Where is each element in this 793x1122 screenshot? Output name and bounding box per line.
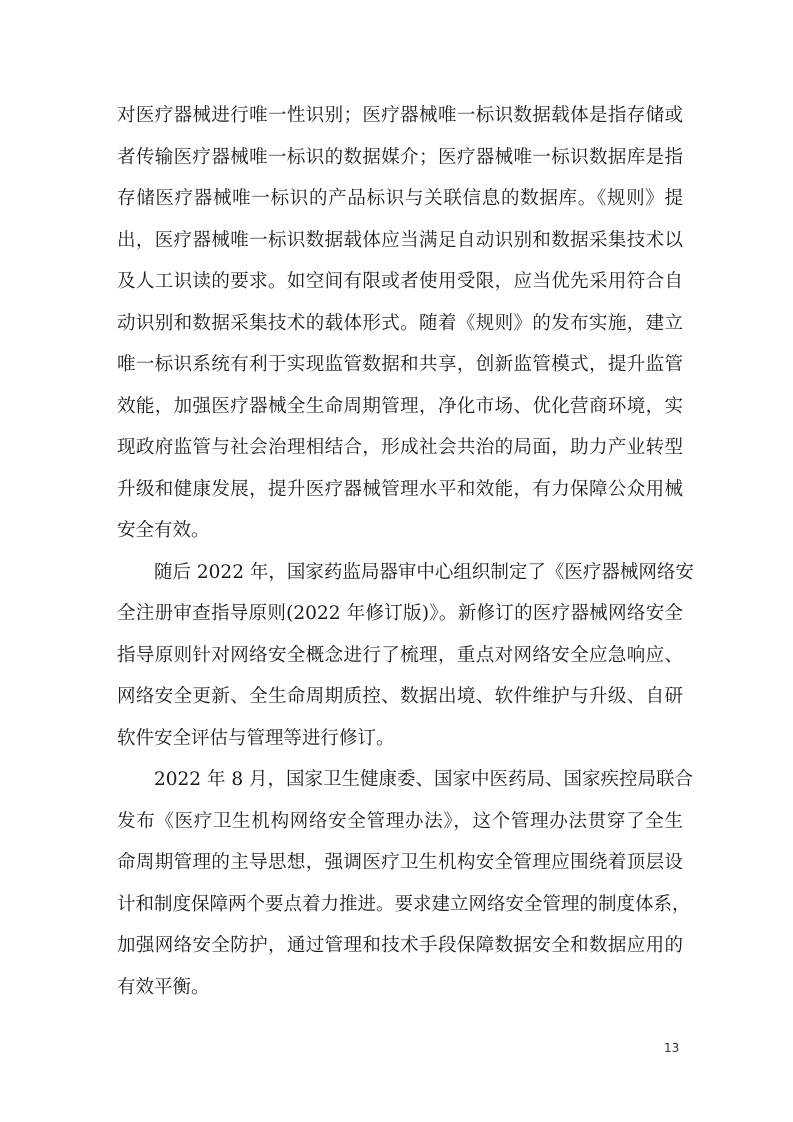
text-line: 存储医疗器械唯一标识的产品标识与关联信息的数据库。《规则》提 bbox=[117, 188, 683, 209]
text-line: 发布《医疗卫生机构网络安全管理办法》，这个管理办法贯穿了全生 bbox=[117, 810, 683, 832]
body-text bbox=[117, 95, 694, 1008]
text-line: 全注册审查指导原则(2022 年修订版)》。新修订的医疗器械网络安全 bbox=[117, 603, 683, 624]
text-line: 加强网络安全防护，通过管理和技术手段保障数据安全和数据应用的 bbox=[117, 935, 683, 956]
text-line: 指导原则针对网络安全概念进行了梳理，重点对网络安全应急响应、 bbox=[117, 644, 683, 666]
page-number: 13 bbox=[664, 1041, 680, 1055]
text-line: 网络安全更新、全生命周期质控、数据出境、软件维护与升级、自研 bbox=[117, 686, 683, 707]
text-line: 随后 2022 年，国家药监局器审中心组织制定了《医疗器械网络安 bbox=[154, 561, 694, 583]
text-line: 软件安全评估与管理等进行修订。 bbox=[117, 727, 395, 749]
text-line: 计和制度保障两个要点着力推进。要求建立网络安全管理的制度体系， bbox=[117, 893, 691, 915]
text-line: 效能，加强医疗器械全生命周期管理，净化市场、优化营商环境，实 bbox=[117, 395, 683, 417]
text-line: 唯一标识系统有利于实现监管数据和共享，创新监管模式，提升监管 bbox=[117, 354, 683, 375]
text-line: 对医疗器械进行唯一性识别；医疗器械唯一标识数据载体是指存储或 bbox=[117, 105, 683, 126]
text-line: 2022 年 8 月，国家卫生健康委、国家中医药局、国家疾控局联合 bbox=[154, 769, 693, 790]
text-line: 出，医疗器械唯一标识数据载体应当满足自动识别和数据采集技术以 bbox=[117, 229, 683, 251]
text-line: 升级和健康发展，提升医疗器械管理水平和效能，有力保障公众用械 bbox=[117, 478, 683, 500]
text-line: 有效平衡。 bbox=[117, 976, 210, 998]
text-line: 及人工识读的要求。如空间有限或者使用受限，应当优先采用符合自 bbox=[117, 271, 683, 292]
text-line: 现政府监管与社会治理相结合，形成社会共治的局面，助力产业转型 bbox=[117, 437, 683, 458]
text-line: 者传输医疗器械唯一标识的数据媒介；医疗器械唯一标识数据库是指 bbox=[117, 146, 683, 168]
text-line: 命周期管理的主导思想，强调医疗卫生机构安全管理应围绕着顶层设 bbox=[117, 852, 683, 873]
text-line: 安全有效。 bbox=[117, 520, 210, 541]
text-line: 动识别和数据采集技术的载体形式。随着《规则》的发布实施，建立 bbox=[117, 312, 683, 334]
